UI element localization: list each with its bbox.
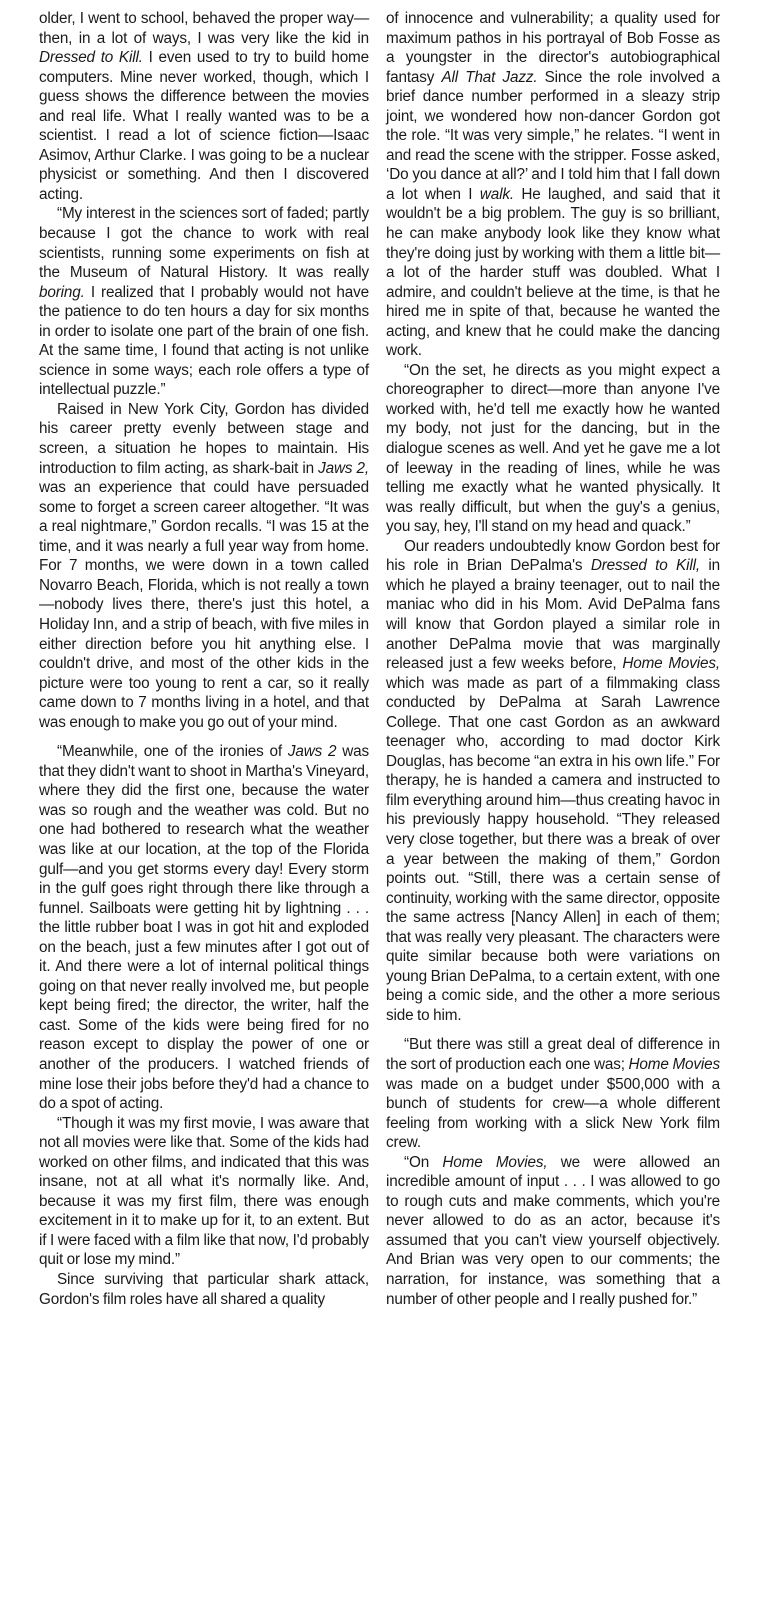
paragraph-text: of innocence and vulnerability; a quality used for maximum pathos in his portrayal of Bob Fosse as a youngster in the director's autobiographical fantasy — [386, 10, 720, 86]
paragraph-text: Raised in New York City, Gordon has divided his career pretty evenly between stage and screen, a situation he hopes to maintain. His introduction to film acting, as shark-bait in — [39, 400, 369, 477]
paragraph-text: “Though it was my first movie, I was aware that not all movies were like that. Some of the kids had worked on other films, and indicated that this was insane, not at all what it's normally like. And, because it was my first film, there was enough excitement in it to make up for it, to an extent. But if I were faced with a film like that now, I'd probably quit or lose my mind.” — [39, 1114, 369, 1269]
article-paragraph — [386, 537, 720, 1026]
article-paragraph — [39, 742, 369, 1113]
article-column-left — [39, 9, 369, 1309]
paragraph-text: I even used to try to build home computers. Mine never worked, though, which I guess shows the difference between the movies and real life. What I really wanted was to be a scientist. I read a lot of science fiction—Isaac Asimov, Arthur Clarke. I was going to be a nuclear physicist or something. And then I discovered acting. — [39, 49, 369, 203]
paragraph-text: Since the role involved a brief dance number performed in a sleazy strip joint, we wondered how non-dancer Gordon got the role. “It was very simple,” he relates. “I went in and read the scene with the stripper. Fosse asked, ‘Do you dance at all?’ and I told him that I fall down a lot when I — [386, 68, 720, 203]
paragraph-text: was an experience that could have persuaded some to forget a screen career altogether. “It was a real nightmare,” Gordon recalls. “I was 15 at the time, and it was nearly a full year way from home. For 7 months, we were down in a town called Novarro Beach, Florida, which is not really a town—nobody lives there, there's just this hotel, a Holiday Inn, and a strip of beach, with five miles in either direction before you hit anything else. I couldn't drive, and most of the other kids in the picture were too young to rent a car, so it really came down to 7 months living in a hotel, and that was enough to make you go out of your mind. — [39, 479, 369, 731]
paragraph-text: “But there was still a great deal of difference in the sort of production each one was; — [386, 1036, 720, 1073]
italic-title-text: Dressed to Kill, — [590, 557, 700, 575]
paragraph-text: I realized that I probably would not have the patience to do ten hours a day for six months in order to isolate one part of the brain of one fish. At the same time, I found that acting is not unlike science in some ways; each role offers a type of intellectual puzzle.” — [39, 283, 369, 399]
article-paragraph — [39, 1270, 369, 1309]
paragraph-text: was that they didn't want to shoot in Martha's Vineyard, where they did the first one, because the water was so rough and the weather was cold. But no one had bothered to research what the weather was like at our location, at the top of the Florida gulf—and you get storms every day! Every storm in the gulf goes right through there like through a funnel. Sailboats were getting hit by lightning . . . the little rubber boat I was in got hit and exploded on the beach, just a few minutes after I got out of it. And there were a lot of internal political things going on that never really involved me, but people kept being fired; the director, the writer, half the cast. Some of the kids were being fired for no reason except to display the power of one or another of the producers. I watched friends of mine lose their jobs before they'd had a chance to do a spot of acting. — [39, 743, 369, 1113]
paragraph-text: “On — [404, 1153, 443, 1171]
italic-title-text: Home Movies, — [442, 1153, 548, 1171]
paragraph-text: “On the set, he directs as you might expect a choreographer to direct—more than anyone I've worked with, he'd tell me exactly how he wanted my body, not just for the dancing, but in the dialogue scenes as well. And yet he gave me a lot of leeway in the reading of lines, while he was telling me exactly what he wanted physically. It was really difficult, but when the guy's a genius, you say, hey, I'll stand on my head and quack.” — [386, 361, 720, 536]
article-paragraph — [39, 1114, 369, 1270]
paragraph-text: was made on a budget under $500,000 with a bunch of students for crew—a whole different feeling from working with a slick New York film crew. — [386, 1075, 720, 1152]
italic-title-text: Home Movies, — [622, 655, 720, 673]
paragraph-text: “My interest in the sciences sort of faded; partly because I got the chance to work with real scientists, running some experiments on fish at the Museum of Natural History. It was really — [39, 205, 369, 282]
italic-title-text: All That Jazz. — [441, 68, 538, 86]
italic-title-text: Jaws 2 — [287, 743, 337, 761]
paragraph-text: which was made as part of a filmmaking class conducted by DePalma at Sarah Lawrence College. That one cast Gordon as an awkward teenager who, according to mad doctor Kirk Douglas, has become “an extra in his own life.” For therapy, he is handed a camera and instructed to film everything around him—thus creating havoc in his previously happy household. “They released very close together, but there was a break of over a year between the making of them,” Gordon points out. “Still, there was a certain sense of continuity, working with the same director, opposite the same actress [Nancy Allen] in each of them; that was really very pleasant. The characters were quite similar because both were variations on young Brian DePalma, to a certain extent, with one being a comic side, and the other a more serious side to him. — [386, 674, 720, 1024]
article-paragraph — [386, 1153, 720, 1309]
article-column-right — [386, 9, 720, 1309]
article-paragraph — [386, 9, 720, 361]
italic-title-text: boring. — [39, 283, 85, 301]
article-paragraph — [386, 1035, 720, 1152]
paragraph-text: He laughed, and said that it wouldn't be a big problem. The guy is so brilliant, he can make anybody look like they know what they're doing just by working with them a little bit—a lot of the harder stuff was doubled. What I admire, and couldn't believe at the time, is that he hired me in spite of that, because he wanted the acting, and knew that he could make the dancing work. — [386, 185, 720, 360]
article-paragraph — [39, 9, 369, 204]
article-paragraph — [39, 400, 369, 732]
paragraph-text: in which he played a brainy teenager, out to nail the maniac who did in his Mom. Avid DePalma fans will know that Gordon played a similar role in another DePalma movie that was marginally released just a few weeks before, — [386, 557, 720, 673]
paragraph-text: older, I went to school, behaved the proper way—then, in a lot of ways, I was very like the kid in — [39, 10, 369, 47]
paragraph-text: Our readers undoubtedly know Gordon best for his role in Brian DePalma's — [386, 537, 720, 575]
article-paragraph — [386, 361, 720, 537]
paragraph-text: we were allowed an incredible amount of input . . . I was allowed to go to rough cuts and make comments, which you're never allowed to do as an actor, because it's assumed that you can't view yourself objectively. And Brian was very open to our comments; the narration, for instance, was something that a number of other people and I really pushed for.” — [386, 1153, 720, 1308]
article-paragraph — [39, 204, 369, 399]
italic-title-text: Dressed to Kill. — [39, 49, 143, 67]
italic-title-text: Home Movies — [628, 1055, 720, 1073]
paragraph-text: Since surviving that particular shark attack, Gordon's film roles have all shared a quality — [39, 1271, 369, 1308]
paragraph-text: “Meanwhile, one of the ironies of — [57, 743, 288, 761]
italic-title-text: Jaws 2, — [318, 459, 369, 477]
italic-title-text: walk. — [479, 185, 514, 203]
